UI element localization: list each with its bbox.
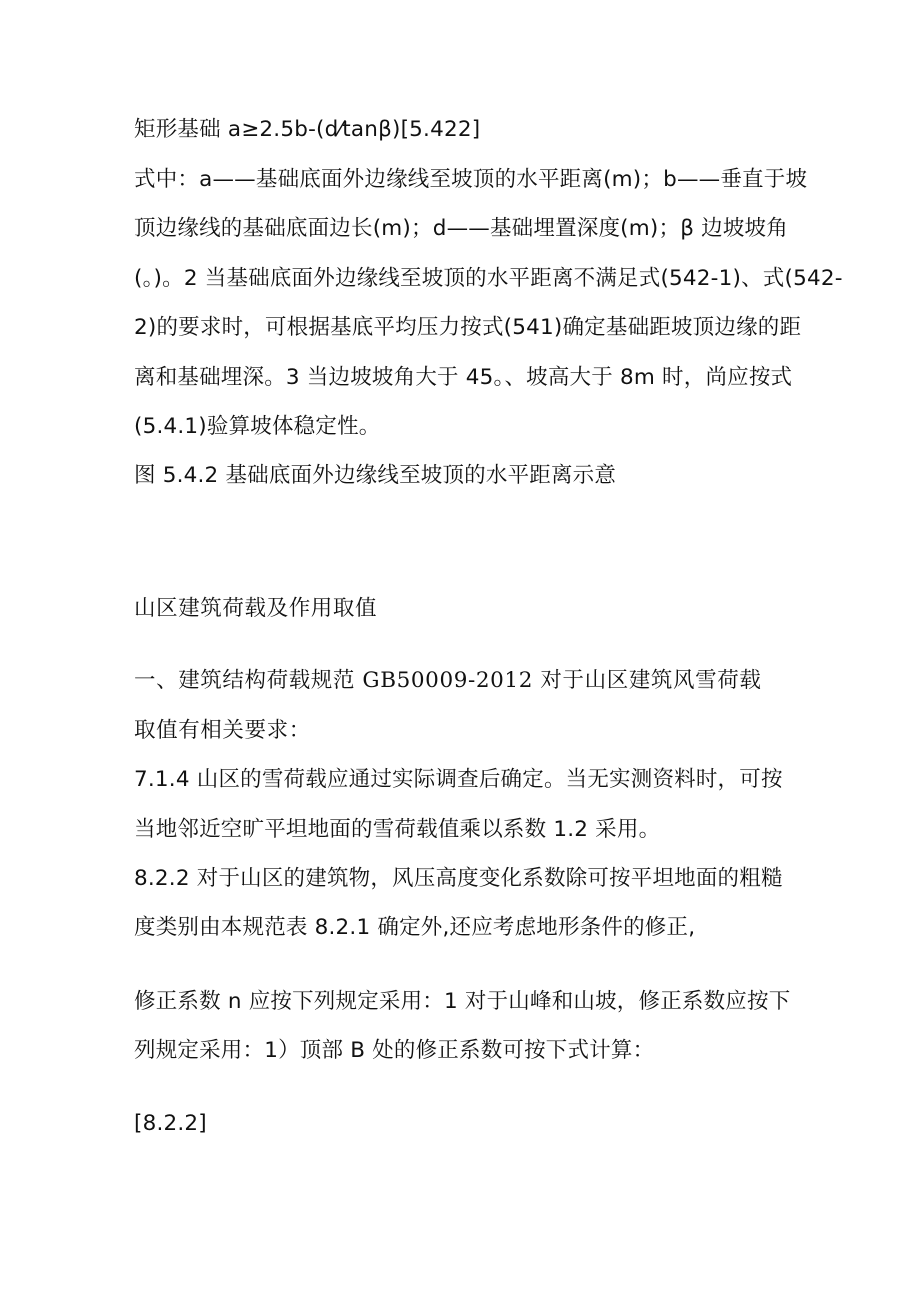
paragraph-line: (。)。2 当基础底面外边缘线至坡顶的水平距离不满足式(542-1)、式(542- [134, 266, 843, 291]
paragraph-line: 2)的要求时，可根据基底平均压力按式(541)确定基础距坡顶边缘的距 [134, 315, 802, 340]
formula-line: 矩形基础 a≥2.5b-(d⁄tanβ)[5.422] [134, 117, 481, 142]
paragraph-line: 列规定采用：1）顶部 B 处的修正系数可按下式计算： [134, 1038, 655, 1063]
paragraph-line: 7.1.4 山区的雪荷载应通过实际调查后确定。当无实测资料时，可按 [134, 767, 783, 792]
paragraph-line: 度类别由本规范表 8.2.1 确定外,还应考虑地形条件的修正, [134, 915, 696, 940]
equation-number: [8.2.2] [134, 1111, 207, 1136]
paragraph-line: 离和基础埋深。3 当边坡坡角大于 45。、坡高大于 8m 时，尚应按式 [134, 365, 793, 390]
paragraph-line: 式中：a——基础底面外边缘线至坡顶的水平距离(m)；b——垂直于坡 [134, 167, 808, 192]
paragraph-line: 当地邻近空旷平坦地面的雪荷载值乘以系数 1.2 采用。 [134, 817, 661, 842]
paragraph-line: 一、建筑结构荷载规范 GB50009-2012 对于山区建筑风雪荷载 [134, 668, 762, 693]
figure-caption: 图 5.4.2 基础底面外边缘线至坡顶的水平距离示意 [134, 463, 617, 488]
paragraph-line: 顶边缘线的基础底面边长(m)；d——基础埋置深度(m)；β 边坡坡角 [134, 216, 788, 241]
paragraph-line: 8.2.2 对于山区的建筑物，风压高度变化系数除可按平坦地面的粗糙 [134, 866, 783, 891]
paragraph-line: 取值有相关要求： [134, 718, 311, 743]
paragraph-line: (5.4.1)验算坡体稳定性。 [134, 414, 381, 439]
paragraph-line: 修正系数 n 应按下列规定采用：1 对于山峰和山坡，修正系数应按下 [134, 989, 791, 1014]
section-heading: 山区建筑荷载及作用取值 [134, 596, 378, 621]
